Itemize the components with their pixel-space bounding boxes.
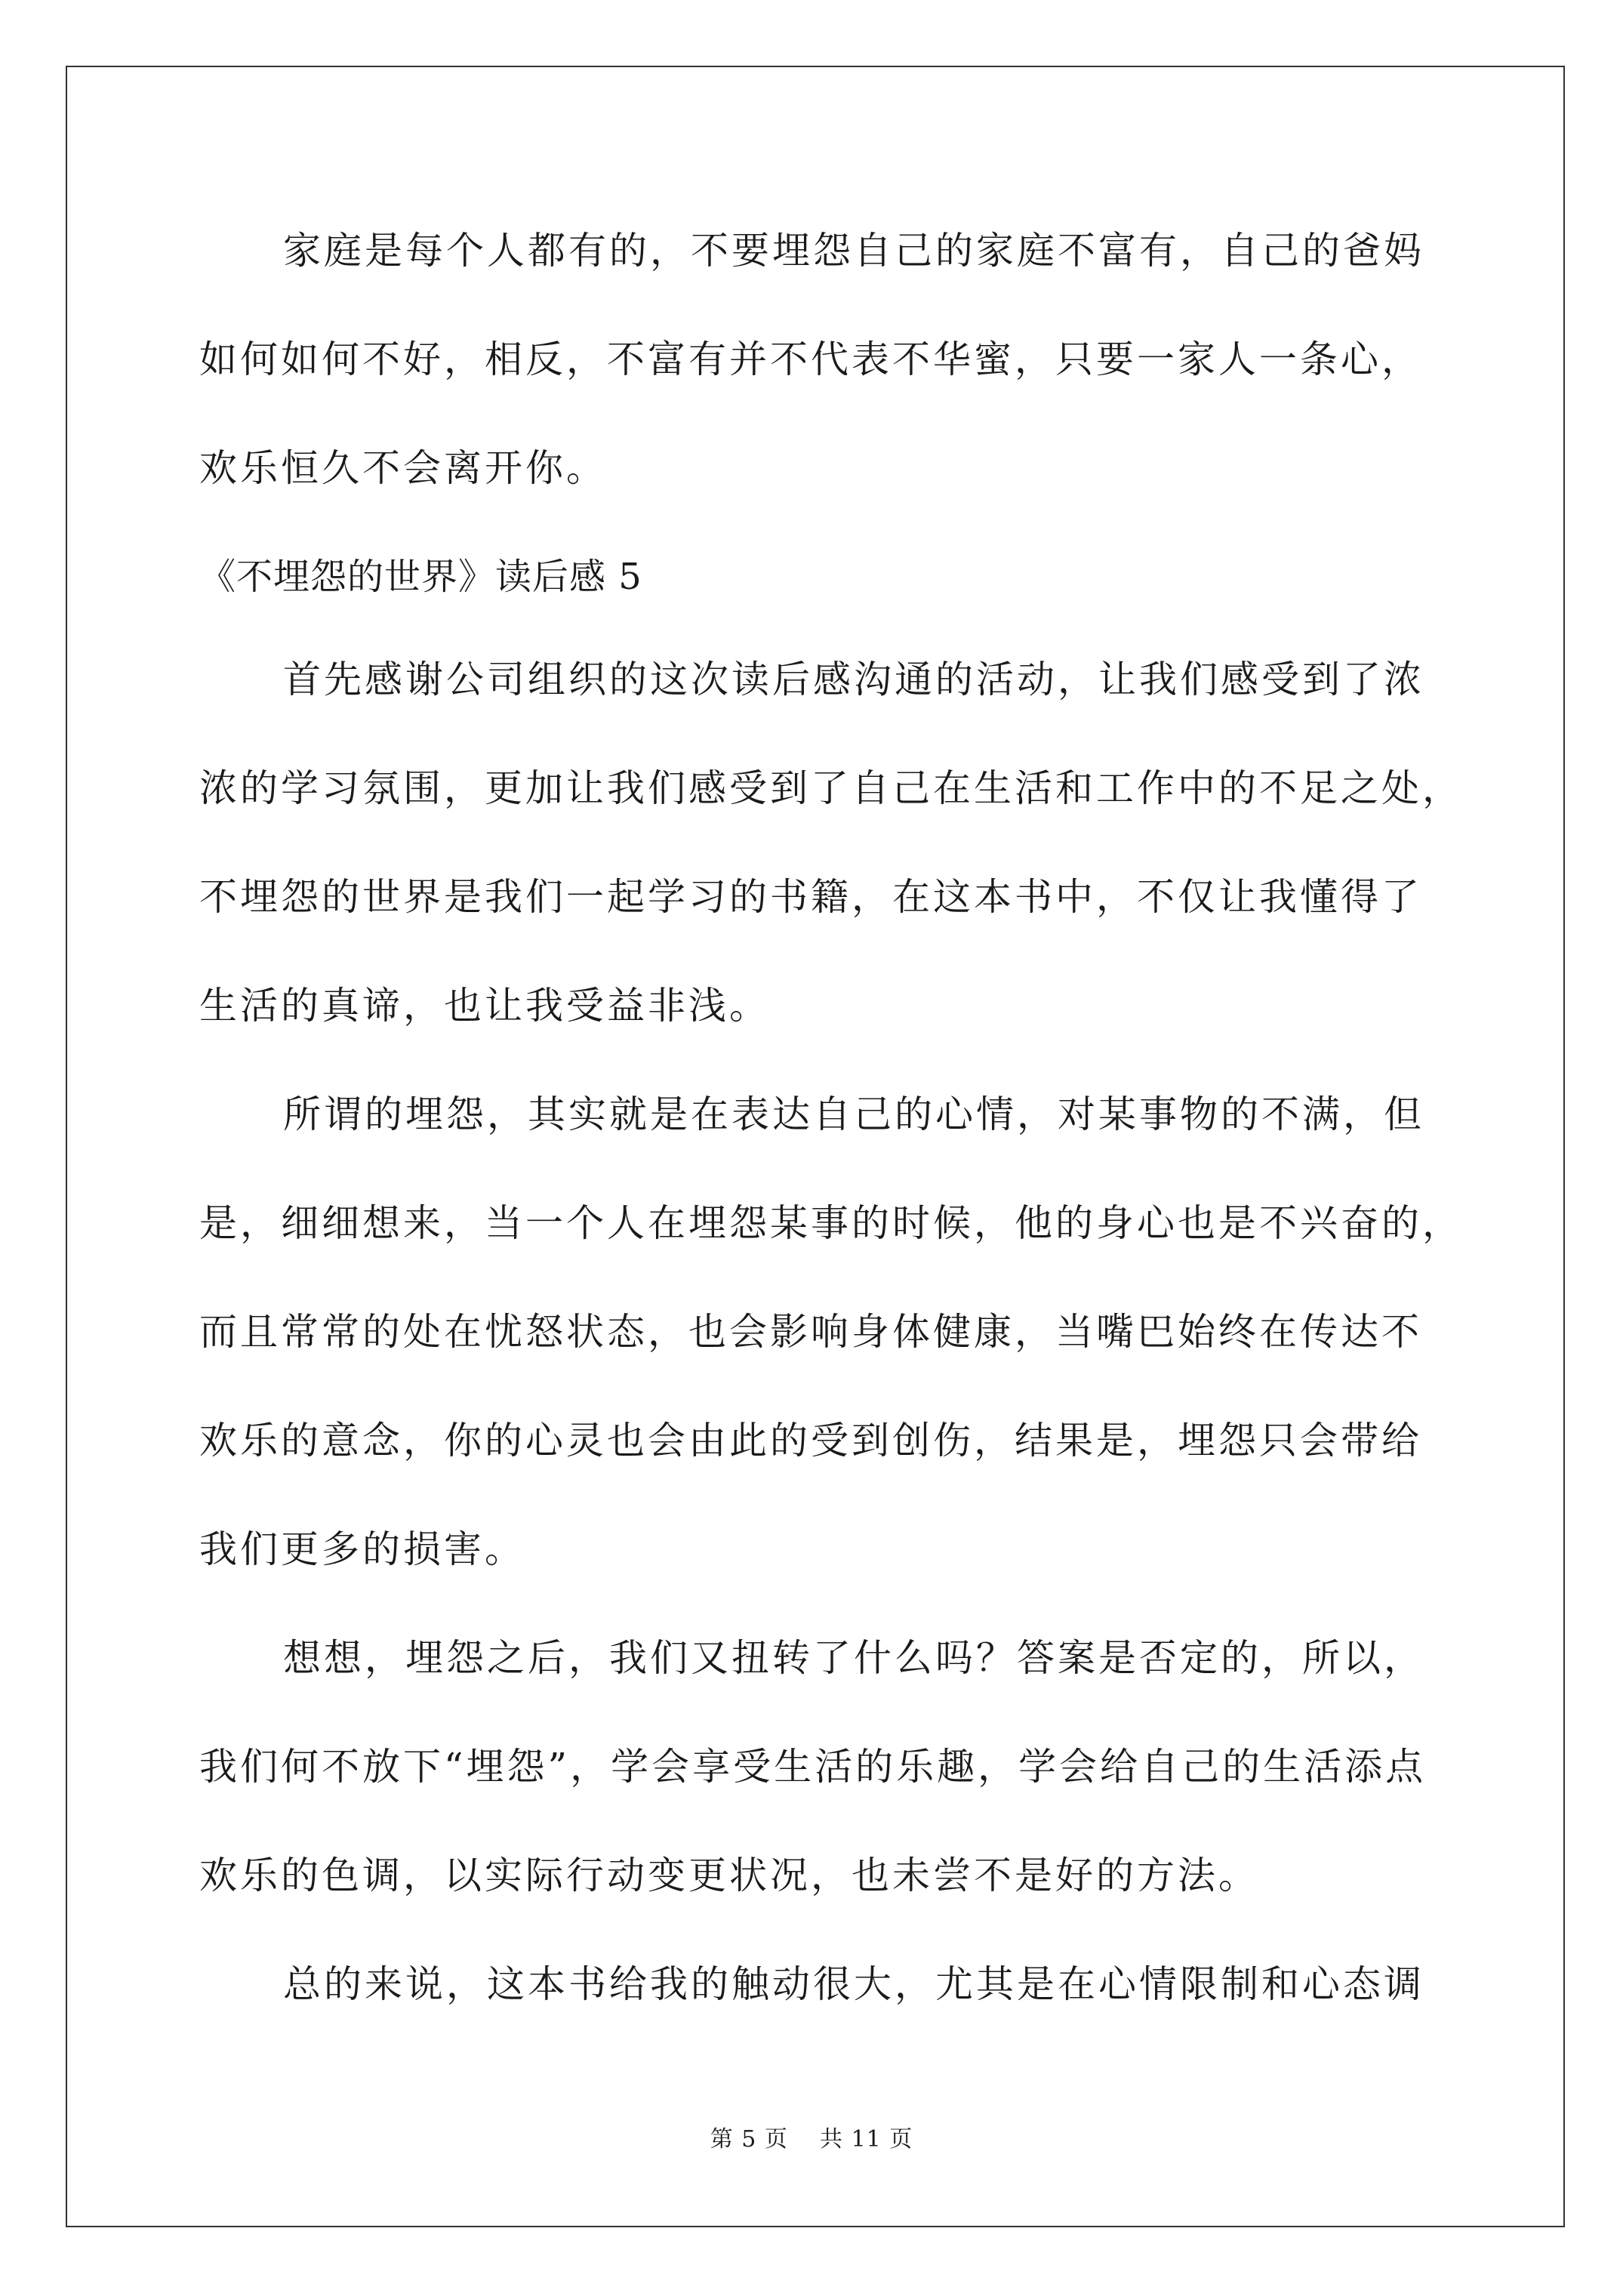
text-line: 我们更多的损害。 bbox=[199, 1527, 525, 1571]
paragraph-complaint bbox=[199, 1077, 1463, 1620]
text-line: 总的来说，这本书给我的触动很大，尤其是在心情限制和心态调 bbox=[283, 1962, 1424, 2006]
text-line: 而且常常的处在忧怒状态，也会影响身体健康，当嘴巴始终在传达不 bbox=[199, 1310, 1422, 1354]
text-line: 首先感谢公司组织的这次读后感沟通的活动，让我们感受到了浓 bbox=[283, 658, 1424, 701]
text-line: 生活的真谛，也让我受益非浅。 bbox=[199, 984, 770, 1028]
page-total: 共 11 页 bbox=[820, 2126, 913, 2153]
footer-spacer bbox=[788, 2126, 820, 2153]
text-line: 所谓的埋怨，其实就是在表达自己的心情，对某事物的不满，但 bbox=[283, 1093, 1424, 1136]
paragraph-intro bbox=[199, 642, 1463, 1077]
text-line: 不埋怨的世界是我们一起学习的书籍，在这本书中，不仅让我懂得了 bbox=[199, 875, 1422, 919]
section-heading: 《不埋怨的世界》读后感 5 bbox=[199, 556, 642, 598]
document-body bbox=[199, 213, 1463, 2055]
paragraph-think bbox=[199, 1620, 1437, 1946]
text-line: 家庭是每个人都有的，不要埋怨自己的家庭不富有，自己的爸妈 bbox=[283, 229, 1424, 273]
paragraph-family bbox=[199, 213, 1437, 539]
text-line: 我们何不放下“埋怨”，学会享受生活的乐趣，学会给自己的生活添点 bbox=[199, 1745, 1427, 1789]
paragraph-summary bbox=[199, 1946, 1437, 2055]
page-number: 第 5 页 bbox=[710, 2126, 788, 2153]
text-line: 想想，埋怨之后，我们又扭转了什么吗？答案是否定的，所以， bbox=[283, 1636, 1424, 1680]
text-line: 如何如何不好，相反，不富有并不代表不华蜜，只要一家人一条心， bbox=[199, 337, 1422, 381]
text-line: 是，细细想来，当一个人在埋怨某事的时候，他的身心也是不兴奋的， bbox=[199, 1201, 1463, 1245]
text-line: 欢乐恒久不会离开你。 bbox=[199, 446, 607, 490]
text-line: 浓的学习氛围，更加让我们感受到了自己在生活和工作中的不足之处， bbox=[199, 766, 1463, 810]
page-footer bbox=[0, 2120, 1623, 2153]
text-line: 欢乐的意念，你的心灵也会由此的受到创伤，结果是，埋怨只会带给 bbox=[199, 1419, 1422, 1462]
text-line: 欢乐的色调，以实际行动变更状况，也未尝不是好的方法。 bbox=[199, 1854, 1259, 1897]
